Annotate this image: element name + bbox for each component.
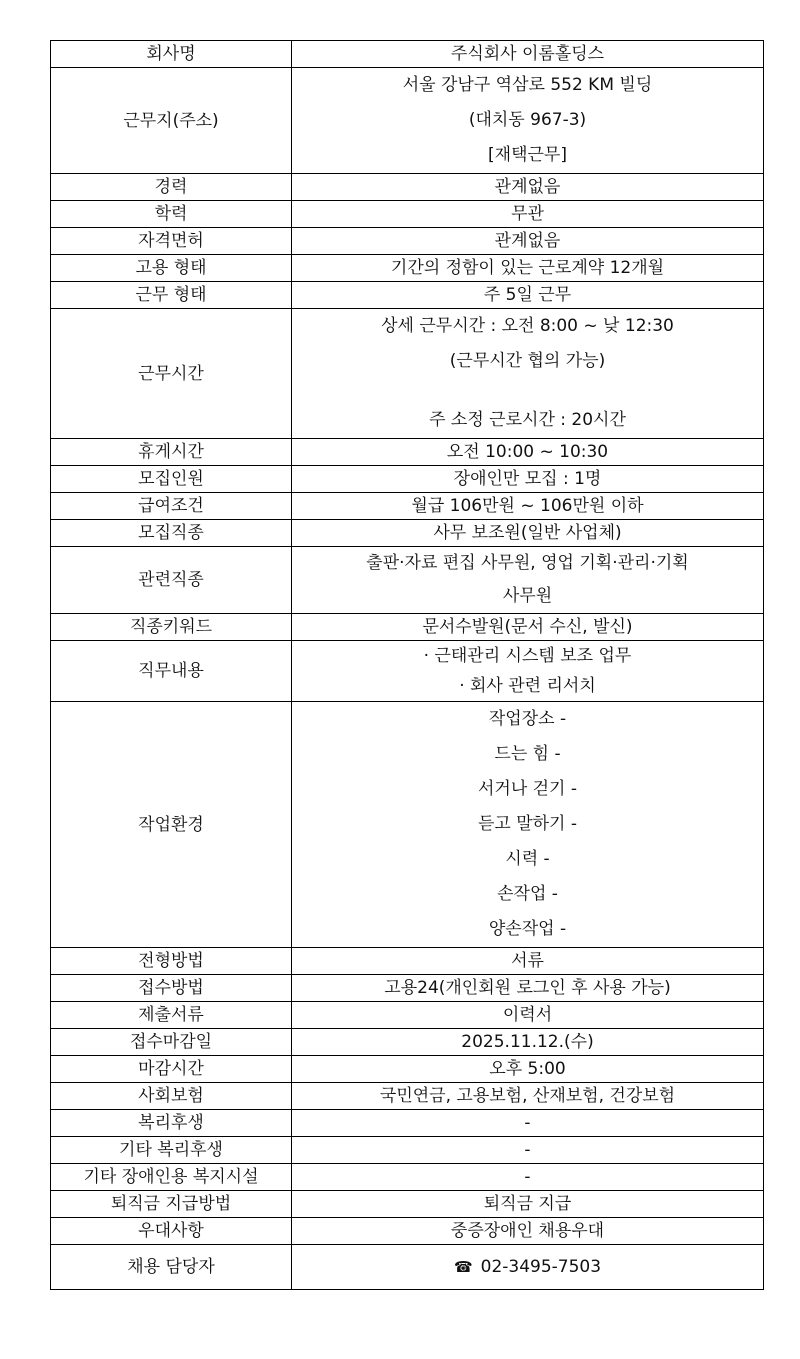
value-line: 사무원 xyxy=(502,586,553,606)
row-related-jobs xyxy=(51,547,764,614)
value-contact xyxy=(292,1245,764,1290)
label-salary: 급여조건 xyxy=(51,493,292,520)
label-deadline-date: 접수마감일 xyxy=(51,1029,292,1056)
value-line: 듣고 말하기 - xyxy=(477,814,578,834)
value-line: [재택근무] xyxy=(488,145,567,165)
value-job-duties xyxy=(292,641,764,702)
value-documents xyxy=(292,1002,764,1029)
label-contact: 채용 담당자 xyxy=(51,1245,292,1290)
label-preference: 우대사항 xyxy=(51,1218,292,1245)
value-disability-facilities xyxy=(292,1164,764,1191)
row-salary xyxy=(51,493,764,520)
value-line: - xyxy=(524,1113,531,1133)
label-job-duties: 직무내용 xyxy=(51,641,292,702)
value-line: · 근태관리 시스템 보조 업무 xyxy=(423,646,632,666)
label-other-benefits: 기타 복리후생 xyxy=(51,1137,292,1164)
value-line: 2025.11.12.(수) xyxy=(461,1032,594,1052)
value-salary xyxy=(292,493,764,520)
row-work-type xyxy=(51,282,764,309)
value-line: 퇴직금 지급 xyxy=(483,1194,572,1214)
value-workplace xyxy=(292,68,764,174)
row-contact xyxy=(51,1245,764,1290)
value-line: 서류 xyxy=(511,951,544,971)
value-line: 문서수발원(문서 수신, 발신) xyxy=(422,617,633,637)
label-selection-method: 전형방법 xyxy=(51,948,292,975)
value-line: 작업장소 - xyxy=(488,709,567,729)
value-line: 출판·자료 편집 사무원, 영업 기획·관리·기획 xyxy=(366,553,689,573)
value-career xyxy=(292,174,764,201)
value-work-type xyxy=(292,282,764,309)
row-workplace xyxy=(51,68,764,174)
value-work-hours xyxy=(292,309,764,439)
value-line: 이력서 xyxy=(502,1005,553,1025)
label-work-hours: 근무시간 xyxy=(51,309,292,439)
row-social-insurance xyxy=(51,1083,764,1110)
value-line: 기간의 정함이 있는 근로계약 12개월 xyxy=(390,258,665,278)
value-line: 오전 10:00 ~ 10:30 xyxy=(446,442,609,462)
row-deadline-time xyxy=(51,1056,764,1083)
value-employment-type xyxy=(292,255,764,282)
row-career xyxy=(51,174,764,201)
label-workplace: 근무지(주소) xyxy=(51,68,292,174)
label-severance: 퇴직금 지급방법 xyxy=(51,1191,292,1218)
label-company: 회사명 xyxy=(51,41,292,68)
label-headcount: 모집인원 xyxy=(51,466,292,493)
row-documents xyxy=(51,1002,764,1029)
value-line: 오후 5:00 xyxy=(489,1059,566,1079)
contact-phone: 02-3495-7503 xyxy=(480,1257,602,1277)
value-line: 서울 강남구 역삼로 552 KM 빌딩 xyxy=(402,75,653,95)
row-application-method xyxy=(51,975,764,1002)
value-line: 중증장애인 채용우대 xyxy=(450,1221,605,1241)
value-selection-method xyxy=(292,948,764,975)
label-work-type: 근무 형태 xyxy=(51,282,292,309)
row-break-time xyxy=(51,439,764,466)
value-line: - xyxy=(524,1140,531,1160)
value-education xyxy=(292,201,764,228)
telephone-icon: ☎ xyxy=(453,1258,473,1276)
row-job-duties xyxy=(51,641,764,702)
row-education xyxy=(51,201,764,228)
value-other-benefits xyxy=(292,1137,764,1164)
value-line: 주식회사 이롬홀딩스 xyxy=(450,44,605,64)
value-benefits xyxy=(292,1110,764,1137)
value-work-environment xyxy=(292,702,764,948)
row-company xyxy=(51,41,764,68)
label-job-category: 모집직종 xyxy=(51,520,292,547)
row-work-hours xyxy=(51,309,764,439)
value-line: 서거나 걷기 - xyxy=(477,779,578,799)
value-job-category xyxy=(292,520,764,547)
label-benefits: 복리후생 xyxy=(51,1110,292,1137)
value-headcount xyxy=(292,466,764,493)
row-employment-type xyxy=(51,255,764,282)
value-line: 손작업 - xyxy=(497,884,558,904)
row-disability-facilities xyxy=(51,1164,764,1191)
value-break-time xyxy=(292,439,764,466)
value-social-insurance xyxy=(292,1083,764,1110)
value-line: 시력 - xyxy=(505,849,550,869)
row-job-keyword xyxy=(51,614,764,641)
row-selection-method xyxy=(51,948,764,975)
label-job-keyword: 직종키워드 xyxy=(51,614,292,641)
value-related-jobs xyxy=(292,547,764,614)
value-line: (근무시간 협의 가능) xyxy=(449,351,606,371)
value-line: 사무 보조원(일반 사업체) xyxy=(433,523,622,543)
value-line: 관계없음 xyxy=(494,177,561,197)
value-line: · 회사 관련 리서치 xyxy=(459,676,596,696)
value-license xyxy=(292,228,764,255)
value-line: 무관 xyxy=(511,204,544,224)
value-deadline-time xyxy=(292,1056,764,1083)
value-severance xyxy=(292,1191,764,1218)
label-work-environment: 작업환경 xyxy=(51,702,292,948)
value-line: 드는 힘 - xyxy=(494,744,561,764)
row-work-environment xyxy=(51,702,764,948)
value-line: 주 소정 근로시간 : 20시간 xyxy=(429,410,626,430)
row-preference xyxy=(51,1218,764,1245)
value-line: - xyxy=(524,1167,531,1187)
label-related-jobs: 관련직종 xyxy=(51,547,292,614)
label-social-insurance: 사회보험 xyxy=(51,1083,292,1110)
row-deadline-date xyxy=(51,1029,764,1056)
label-career: 경력 xyxy=(51,174,292,201)
row-headcount xyxy=(51,466,764,493)
value-line: 고용24(개인회원 로그인 후 사용 가능) xyxy=(384,978,671,998)
label-employment-type: 고용 형태 xyxy=(51,255,292,282)
spacer xyxy=(296,379,759,403)
value-line: 국민연금, 고용보험, 산재보험, 건강보험 xyxy=(379,1086,676,1106)
value-line: 주 5일 근무 xyxy=(483,285,572,305)
value-preference xyxy=(292,1218,764,1245)
value-line: 상세 근무시간 : 오전 8:00 ~ 낮 12:30 xyxy=(381,316,674,336)
value-company xyxy=(292,41,764,68)
label-documents: 제출서류 xyxy=(51,1002,292,1029)
label-disability-facilities: 기타 장애인용 복지시설 xyxy=(51,1164,292,1191)
value-deadline-date xyxy=(292,1029,764,1056)
label-education: 학력 xyxy=(51,201,292,228)
value-line: 양손작업 - xyxy=(488,919,567,939)
label-break-time: 휴게시간 xyxy=(51,439,292,466)
value-line: (대치동 967-3) xyxy=(468,110,587,130)
row-license xyxy=(51,228,764,255)
row-job-category xyxy=(51,520,764,547)
value-line: 관계없음 xyxy=(494,231,561,251)
row-other-benefits xyxy=(51,1137,764,1164)
row-severance xyxy=(51,1191,764,1218)
value-application-method xyxy=(292,975,764,1002)
row-benefits xyxy=(51,1110,764,1137)
value-line: 월급 106만원 ~ 106만원 이하 xyxy=(411,496,644,516)
value-line: 장애인만 모집 : 1명 xyxy=(453,469,602,489)
label-deadline-time: 마감시간 xyxy=(51,1056,292,1083)
label-license: 자격면허 xyxy=(51,228,292,255)
label-application-method: 접수방법 xyxy=(51,975,292,1002)
value-job-keyword xyxy=(292,614,764,641)
job-posting-table xyxy=(50,40,764,1290)
